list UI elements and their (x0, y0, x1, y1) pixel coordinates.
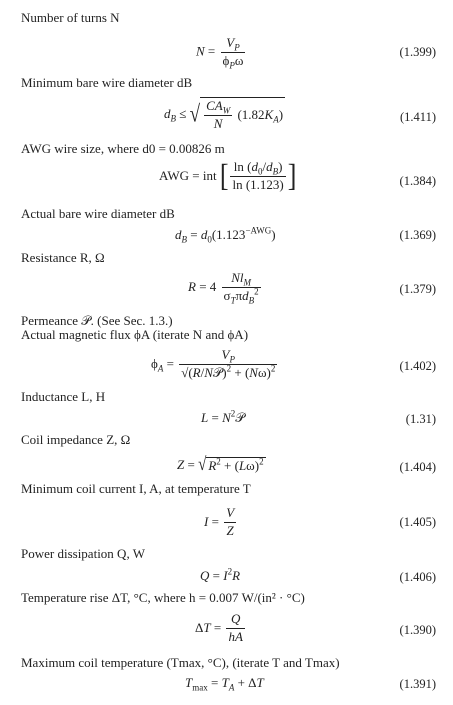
equation-number: (1.390) (399, 623, 436, 637)
label-awg-wire-size: AWG wire size, where d0 = 0.00826 m (21, 141, 225, 156)
equation-number: (1.399) (399, 45, 436, 59)
equation-min-wire-diameter: $d_B$ ≤ √ $\frac{CA_W}{N}$ $(1.82K_A)$ (164, 98, 284, 131)
label-number-of-turns: Number of turns N (21, 10, 120, 25)
equation-turns: N = $\frac{V_P}{\phi_P\omega}$ (196, 35, 244, 71)
equation-number: (1.406) (399, 570, 436, 584)
equation-impedance: Z = √ $R^2 + (L\omega)^2$ (177, 454, 264, 475)
label-inductance: Inductance L, H (21, 389, 106, 404)
equation-number: (1.402) (399, 359, 436, 373)
equation-magnetic-flux: $\phi_A$ = $\frac{V_P}{√(R/N𝒫)^2 + (N\omega)^2}$ (151, 347, 276, 380)
label-actual-bare-wire-diameter: Actual bare wire diameter dB (21, 206, 175, 221)
label-min-bare-wire-diameter: Minimum bare wire diameter dB (21, 75, 193, 90)
equation-inductance: $L = N^2𝒫$ (201, 408, 245, 425)
equation-number: (1.384) (399, 174, 436, 188)
label-actual-magnetic-flux: Actual magnetic flux ϕA (iterate N and ϕA) (21, 327, 249, 342)
label-min-coil-current: Minimum coil current I, A, at temperature T (21, 481, 251, 496)
equation-coil-current: I = $\frac{V}{Z}$ (204, 505, 235, 538)
equation-number: (1.391) (399, 677, 436, 691)
equation-number: (1.379) (399, 282, 436, 296)
label-coil-impedance: Coil impedance Z, Ω (21, 432, 131, 447)
equation-awg: AWG = int [ $\frac{\ln (d_0/d_B)}{\ln (1.123)}$ ] (159, 158, 297, 194)
equation-number: (1.31) (405, 412, 436, 426)
equation-number: (1.411) (400, 110, 436, 124)
equation-power-dissipation: $Q = I^2R$ (200, 566, 241, 583)
equation-resistance: R = 4 $\frac{Nl_M}{\sigma_T\pi d_B^2}$ (188, 270, 259, 306)
equation-number: (1.405) (399, 515, 436, 529)
equation-max-temperature: $T_{max} = T_A + \Delta T$ (185, 675, 264, 693)
equation-temperature-rise: ΔT = $\frac{Q}{hA}$ (195, 611, 243, 644)
label-power-dissipation: Power dissipation Q, W (21, 546, 145, 561)
label-resistance: Resistance R, Ω (21, 250, 105, 265)
equation-number: (1.369) (399, 228, 436, 242)
equation-number: (1.404) (399, 460, 436, 474)
label-temperature-rise: Temperature rise ΔT, °C, where h = 0.007 W/(in² · °C) (21, 590, 305, 605)
label-permeance: Permeance 𝒫. (See Sec. 1.3.) (21, 313, 173, 328)
equation-actual-wire-diameter: $d_B = d_0(1.123^{-AWG})$ (175, 225, 276, 245)
label-max-coil-temperature: Maximum coil temperature (Tmax, °C), (iterate T and Tmax) (21, 655, 340, 670)
